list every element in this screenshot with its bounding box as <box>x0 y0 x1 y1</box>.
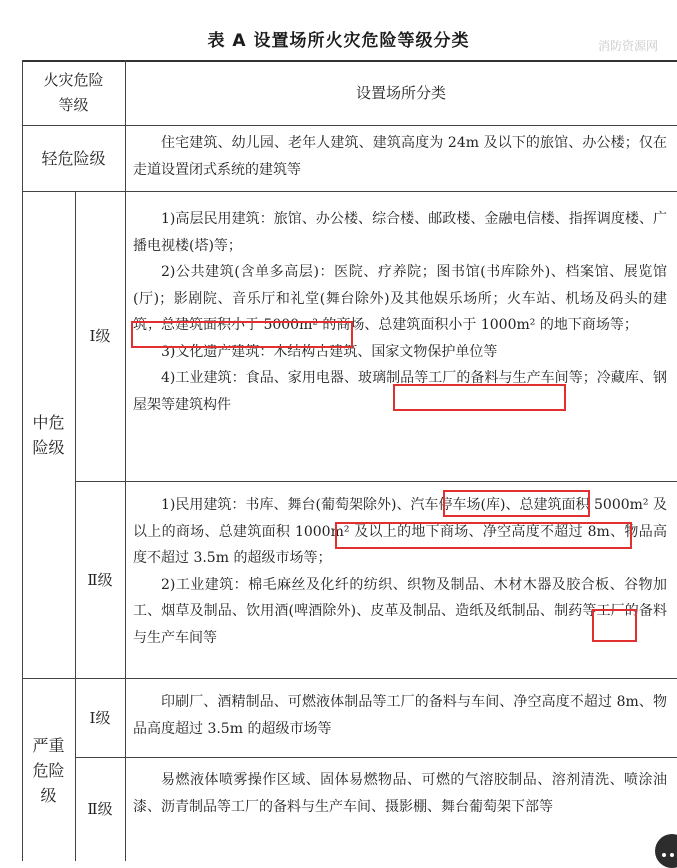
severe-grade2-label: Ⅱ级 <box>87 800 113 818</box>
medium-grade1-item-1: 1)高层民用建筑：旅馆、办公楼、综合楼、邮政楼、金融电信楼、指挥调度楼、广播电视楼(塔)等； <box>133 211 667 254</box>
medium-grade-divider <box>75 481 677 482</box>
medium-grade2-label: Ⅱ级 <box>87 570 113 589</box>
level-severe: 严重 危险 级 <box>32 735 65 805</box>
medium-grade1-label: Ⅰ级 <box>89 327 111 345</box>
severe-grade-divider <box>75 757 677 758</box>
level-column-divider <box>125 60 126 861</box>
medium-grade2-description <box>133 492 667 651</box>
header-classification: 设置场所分类 <box>355 83 446 102</box>
medium-grade1-item-3: 3)文化遗产建筑：木结构古建筑、国家文物保护单位等 <box>161 343 498 360</box>
menu-dot-icon <box>662 853 666 857</box>
light-description: 住宅建筑、幼儿园、老年人建筑、建筑高度为 24m 及以下的旅馆、办公楼；仅在走道设置闭式系统的建筑等 <box>133 135 667 178</box>
medium-grade1-description <box>133 206 667 418</box>
medium-grade1-item-4: 4)工业建筑：食品、家用电器、玻璃制品等工厂的备料与生产车间等；冷藏库、钢屋架等建筑构件 <box>133 370 667 413</box>
watermark: 消防资源网 <box>598 39 659 53</box>
severe-grade2-description: 易燃液体喷雾操作区域、固体易燃物品、可燃的气溶胶制品、溶剂清洗、喷涂油漆、沥青制品等工厂的备料与生产车间、摄影棚、舞台葡萄架下部等 <box>133 772 667 815</box>
table-title: 表 A 设置场所火灾危险等级分类 <box>207 31 470 51</box>
menu-dot-icon <box>670 853 674 857</box>
medium-grade1-item-2: 2)公共建筑(含单多高层)：医院、疗养院；图书馆(书库除外)、档案馆、展览馆(厅)；影剧院、音乐厅和礼堂(舞台除外)及其他娱乐场所；火车站、机场及码头的建筑；总建筑面积小于 5000m² 的商场、总建筑面积小于 1000m² 的地下商场等； <box>133 264 667 333</box>
severe-grade1-label: Ⅰ级 <box>89 708 111 727</box>
level-medium: 中危 险级 <box>32 413 65 457</box>
severe-grade1-description: 印刷厂、酒精制品、可燃液体制品等工厂的备料与车间、净空高度不超过 8m、物品高度超过 3.5m 的超级市场等 <box>133 694 667 737</box>
medium-grade2-item-2: 2)工业建筑：棉毛麻丝及化纤的纺织、织物及制品、木材木器及胶合板、谷物加工、烟草及制品、饮用酒(啤酒除外)、皮革及制品、造纸及纸制品、制药等工厂的备料与生产车间等 <box>133 576 667 646</box>
medium-grade2-item-1: 1)民用建筑：书库、舞台(葡萄架除外)、汽车停车场(库)、总建筑面积 5000m² 及以上的商场、总建筑面积 1000m² 及以上的地下商场、净空高度不超过 8m、物品高度不超过 3.5m 的超级市场等； <box>133 497 667 566</box>
header-level: 火灾危险 等级 <box>43 71 104 114</box>
level-light: 轻危险级 <box>41 149 106 168</box>
floating-menu-button[interactable] <box>655 834 677 868</box>
